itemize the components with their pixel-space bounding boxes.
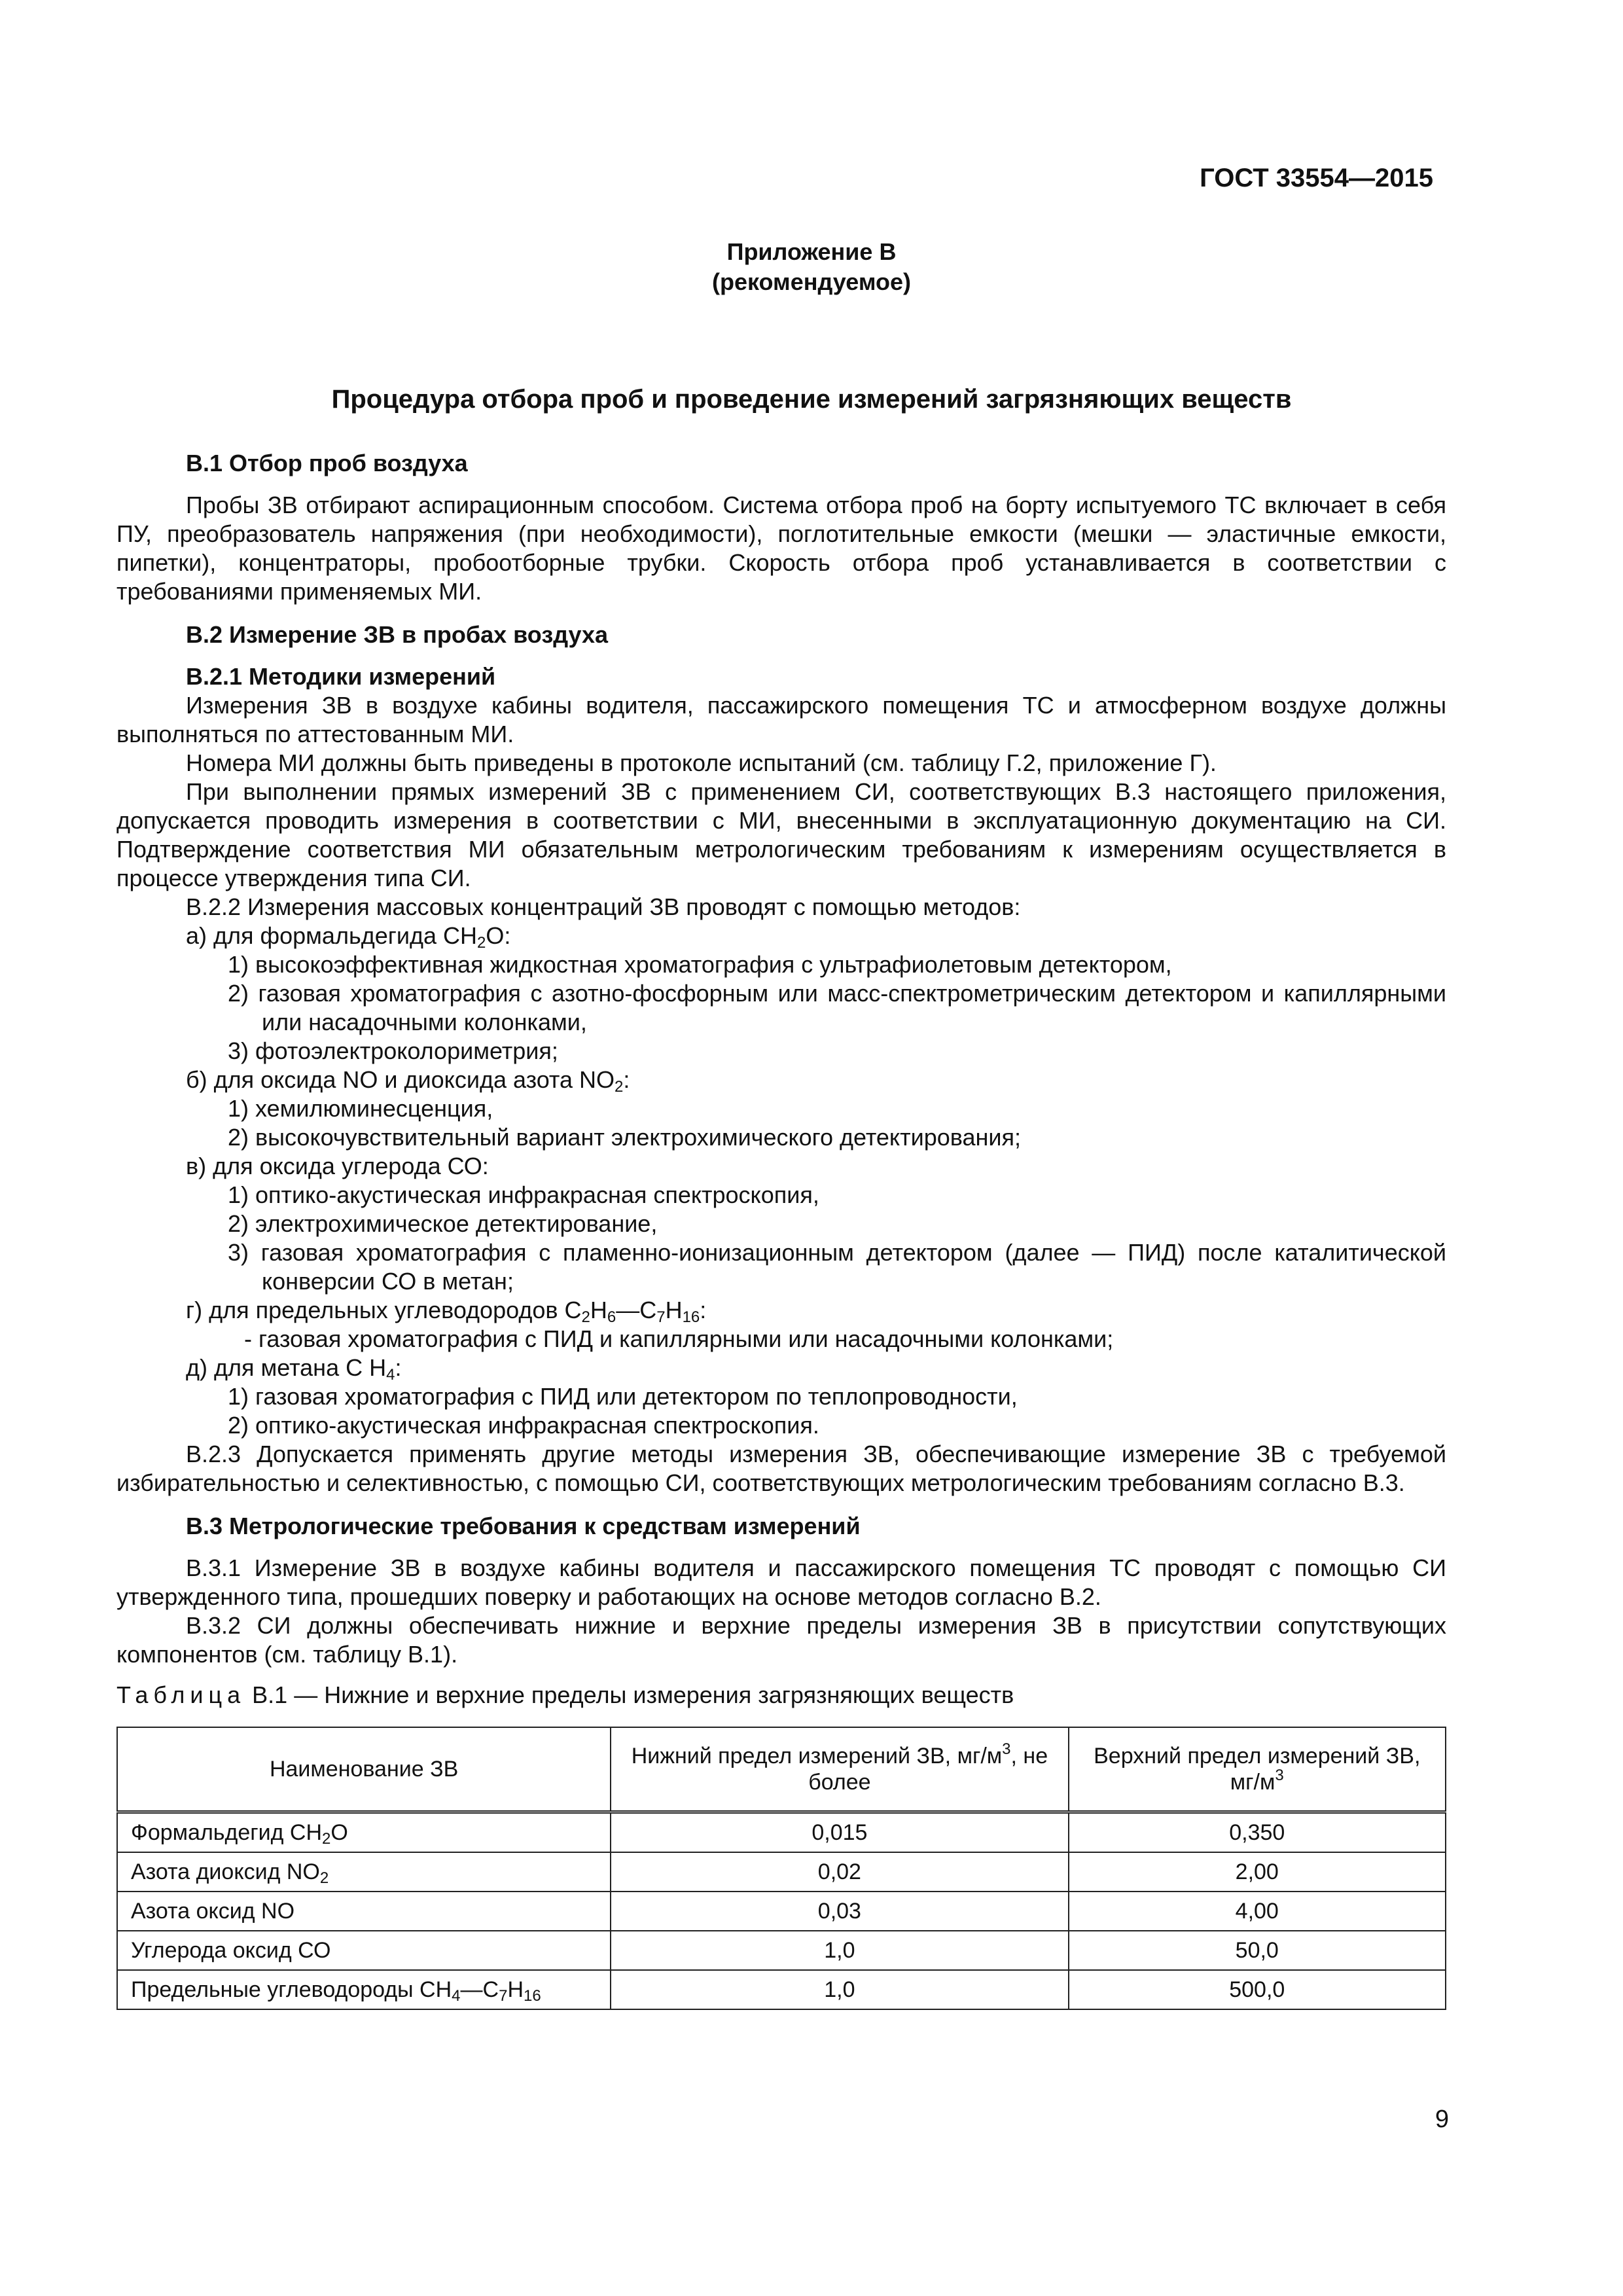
list-item: г) для предельных углеводородов $C_2H_6—C_7H_{16}$:: [186, 1297, 707, 1326]
document-number: ГОСТ 33554—2015: [1200, 164, 1433, 192]
list-item: б) для оксида NO и диоксида азота $NO_2$:: [186, 1066, 630, 1096]
table-row: [117, 1931, 1446, 1970]
list-item: 2) электрохимическое детектирование,: [228, 1210, 658, 1237]
cell-name: Углерода оксид СО: [117, 1931, 611, 1970]
cell-lower-limit: 1,0: [611, 1931, 1068, 1970]
column-header-lower-limit: Нижний предел измерений ЗВ, $мг/м^3$, не более: [611, 1727, 1068, 1812]
cell-name: Предельные углеводороды $CH_4—C_7H_{16}$: [117, 1970, 611, 2009]
table-row: [117, 1892, 1446, 1931]
list-item: в) для оксида углерода СО:: [186, 1153, 489, 1179]
page-title: Процедура отбора проб и проведение измерений загрязняющих веществ: [331, 385, 1292, 414]
table-caption: Таблица В.1 — Нижние и верхние пределы измерения загрязняющих веществ: [116, 1681, 1014, 1708]
section-heading-b2: В.2 Измерение ЗВ в пробах воздуха: [186, 621, 609, 648]
list-item: 2) высокочувствительный вариант электрохимического детектирования;: [228, 1124, 1021, 1151]
column-header-upper-limit: Верхний предел измерений ЗВ, $мг/м^3$: [1069, 1727, 1446, 1812]
appendix-status: (рекомендуемое): [712, 268, 911, 295]
cell-name: Азота диоксид $NO_2$: [117, 1852, 611, 1892]
cell-upper-limit: 50,0: [1069, 1931, 1446, 1970]
appendix-title: Приложение В: [726, 238, 897, 265]
list-item: 2) оптико-акустическая инфракрасная спектроскопия.: [228, 1412, 819, 1439]
table-header-row: [117, 1727, 1446, 1812]
list-item: 1) оптико-акустическая инфракрасная спектроскопия,: [228, 1181, 819, 1208]
cell-name: Азота оксид NO: [117, 1892, 611, 1931]
cell-lower-limit: 1,0: [611, 1970, 1068, 2009]
document-body: [116, 449, 1446, 2010]
paragraph: Номера МИ должны быть приведены в протоколе испытаний (см. таблицу Г.2, приложение Г).: [186, 749, 1217, 776]
cell-upper-limit: 4,00: [1069, 1892, 1446, 1931]
paragraph: При выполнении прямых измерений ЗВ с применением СИ, соответствующих В.3 настоящего приложения, допускается проводить измерения в соответствии с МИ, внесенными в эксплуатационную документацию на СИ. Подтверждение соответствия МИ обязательным метрологическим требованиям к измерениям осуществляется в процессе утверждения типа СИ.: [116, 778, 1446, 891]
cell-lower-limit: 0,015: [611, 1812, 1068, 1853]
page-number: 9: [1435, 2106, 1449, 2133]
cell-name: Формальдегид $CH_2O$: [117, 1812, 611, 1853]
list-item: 1) хемилюминесценция,: [228, 1095, 493, 1122]
section-heading-b1: В.1 Отбор проб воздуха: [186, 450, 468, 476]
cell-lower-limit: 0,03: [611, 1892, 1068, 1931]
appendix-label: [0, 237, 1623, 297]
list-item: а) для формальдегида $CH_2O$:: [186, 922, 511, 952]
list-item: д) для метана С $H_4$:: [186, 1354, 402, 1384]
cell-upper-limit: 2,00: [1069, 1852, 1446, 1892]
cell-upper-limit: 500,0: [1069, 1970, 1446, 2009]
column-header-name: Наименование ЗВ: [117, 1727, 611, 1812]
table-row: [117, 1812, 1446, 1853]
paragraph: В.2.2 Измерения массовых концентраций ЗВ проводят с помощью методов:: [186, 893, 1021, 920]
paragraph: В.3.2 СИ должны обеспечивать нижние и верхние пределы измерения ЗВ в присутствии сопутствующих компонентов (см. таблицу В.1).: [116, 1612, 1446, 1668]
list-item: 3) фотоэлектроколориметрия;: [228, 1037, 558, 1064]
list-item: 2) газовая хроматография с азотно-фосфорным или масс-спектрометрическим детектором и капиллярными или насадочными колонками,: [228, 980, 1446, 1035]
paragraph: Пробы ЗВ отбирают аспирационным способом. Система отбора проб на борту испытуемого ТС включает в себя ПУ, преобразователь напряжения (при необходимости), поглотительные емкости (мешки — эластичные емкости, пипетки), концентраторы, пробоотборные трубки. Скорость отбора проб устанавливается в соответствии с требованиями применяемых МИ.: [116, 492, 1446, 605]
list-item: 3) газовая хроматография с пламенно-ионизационным детектором (далее — ПИД) после каталитической конверсии СО в метан;: [228, 1239, 1446, 1295]
paragraph: В.2.3 Допускается применять другие методы измерения ЗВ, обеспечивающие измерение ЗВ с требуемой избирательностью и селективностью, с помощью СИ, соответствующих метрологическим требованиям согласно В.3.: [116, 1441, 1446, 1496]
cell-upper-limit: 0,350: [1069, 1812, 1446, 1853]
list-item: 1) газовая хроматография с ПИД или детектором по теплопроводности,: [228, 1383, 1018, 1410]
cell-lower-limit: 0,02: [611, 1852, 1068, 1892]
list-item: - газовая хроматография с ПИД и капиллярными или насадочными колонками;: [244, 1325, 1114, 1352]
table-row: [117, 1852, 1446, 1892]
paragraph: Измерения ЗВ в воздухе кабины водителя, пассажирского помещения ТС и атмосферном воздухе должны выполняться по аттестованным МИ.: [116, 692, 1446, 747]
limits-table: [116, 1727, 1446, 2010]
list-item: 1) высокоэффективная жидкостная хроматография с ультрафиолетовым детектором,: [228, 951, 1172, 978]
subsection-heading-b21: В.2.1 Методики измерений: [186, 663, 496, 690]
paragraph: В.3.1 Измерение ЗВ в воздухе кабины водителя и пассажирского помещения ТС проводят с помощью СИ утвержденного типа, прошедших поверку и работающих на основе методов согласно В.2.: [116, 1554, 1446, 1610]
table-row: [117, 1970, 1446, 2009]
section-heading-b3: В.3 Метрологические требования к средствам измерений: [186, 1513, 861, 1539]
